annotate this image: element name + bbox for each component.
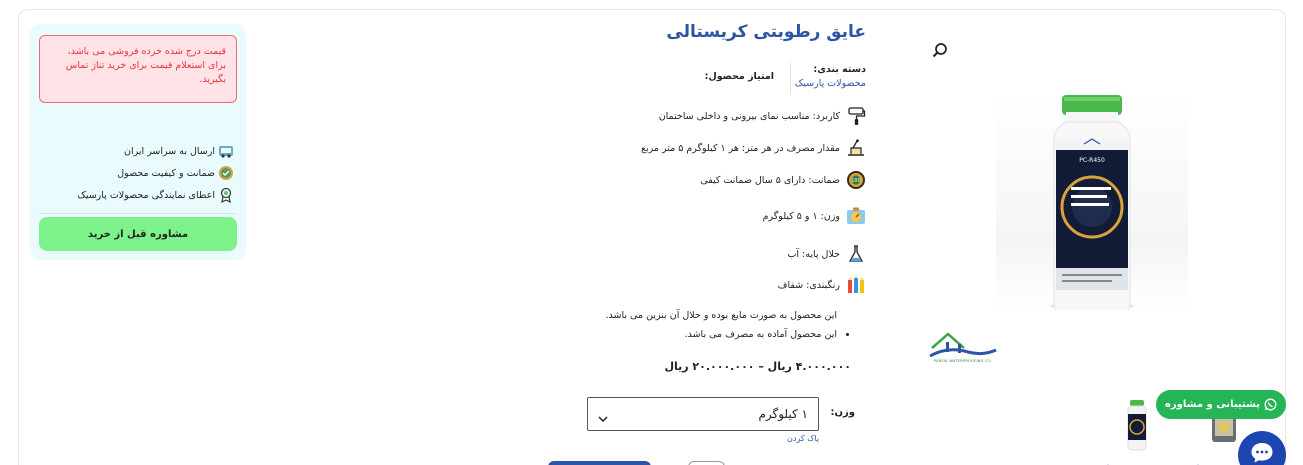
bottle-model: PC-R450 (1079, 157, 1105, 164)
price-range: ۴.۰۰۰.۰۰۰ ریال – ۲۰.۰۰۰.۰۰۰ ریال (664, 360, 851, 373)
award-icon (218, 187, 234, 203)
attribute-text: ضمانت: دارای ۵ سال ضمانت کیفی (700, 174, 840, 186)
list-item: • این محصول آماده به مصرف می باشد. (606, 325, 837, 344)
feature-shipping (124, 143, 234, 159)
color-pencils-icon (846, 275, 866, 295)
product-bullets (606, 306, 853, 344)
attribute-consumption (641, 138, 866, 158)
search-icon[interactable] (931, 42, 949, 60)
category-link[interactable]: محصولات پارسیک (794, 78, 866, 89)
attribute-warranty (700, 170, 866, 190)
price-notice: قیمت درج شده خرده فروشی می باشد، برای استعلام قیمت برای خرید تناژ تماس بگیرید. (39, 35, 237, 103)
consult-button[interactable]: مشاوره قبل از خرید (39, 217, 237, 251)
attribute-text: وزن: ۱ و ۵ کیلوگرم (762, 210, 840, 222)
attribute-weight (763, 206, 866, 226)
attribute-solvent (787, 244, 866, 264)
clear-selection-link[interactable]: پاک کردن (787, 434, 820, 443)
paint-roller-icon (846, 106, 866, 126)
purchase-sidebar (30, 24, 246, 260)
warranty-seal-icon (846, 170, 866, 190)
thumbnail-indicator (1193, 455, 1203, 461)
product-main-image[interactable] (996, 92, 1188, 310)
thumbnail-indicator (1103, 455, 1113, 461)
category-label: دسته بندی: (813, 64, 866, 75)
flask-icon (846, 244, 866, 264)
support-button[interactable] (1156, 390, 1286, 419)
feature-agency (77, 187, 234, 203)
quality-badge-icon (218, 165, 234, 181)
scale-icon (846, 206, 866, 226)
attribute-usage (659, 106, 866, 126)
brand-logo-text: PARSIK WATERPROOFING CO. (933, 359, 993, 363)
add-to-cart-button[interactable] (548, 461, 651, 465)
sidebar-divider (39, 213, 237, 214)
attribute-color (778, 275, 866, 295)
attribute-text: مقدار مصرف در هر متر: هر ۱ کیلوگرم ۵ متر مربع (640, 142, 840, 154)
feature-label: ارسال به سراسر ایران (124, 145, 215, 157)
rating-label: امتیاز محصول: (704, 71, 774, 82)
whatsapp-icon (1264, 398, 1277, 411)
attribute-text: رنگبندی: شفاف (777, 279, 840, 291)
truck-icon (218, 143, 234, 159)
consumption-icon (846, 138, 866, 158)
chevron-down-icon (598, 409, 608, 419)
attribute-text: کاربرد: مناسب نمای بیرونی و داخلی ساختمان (658, 110, 840, 122)
feature-label: ضمانت و کیفیت محصول (117, 167, 215, 179)
svg-text:100: 100 (851, 178, 861, 184)
product-title: عایق رطوبتی کریستالی (666, 22, 866, 42)
weight-select[interactable] (587, 397, 819, 431)
list-item: این محصول به صورت مایع بوده و حلال آن بنزین می باشد. (605, 310, 837, 321)
weight-select-value: ۱ کیلوگرم (758, 407, 808, 421)
gallery-thumbnail[interactable] (1117, 398, 1157, 454)
meta-divider (790, 63, 791, 93)
quantity-input[interactable] (688, 461, 725, 465)
weight-label: وزن: (830, 407, 855, 418)
chat-icon (1250, 441, 1274, 465)
attribute-text: حلال پایه: آب (787, 248, 840, 260)
feature-label: اعطای نمایندگی محصولات پارسیک (77, 189, 215, 201)
support-button-label: پشتیبانی و مشاوره (1165, 399, 1260, 410)
feature-quality (117, 165, 234, 181)
